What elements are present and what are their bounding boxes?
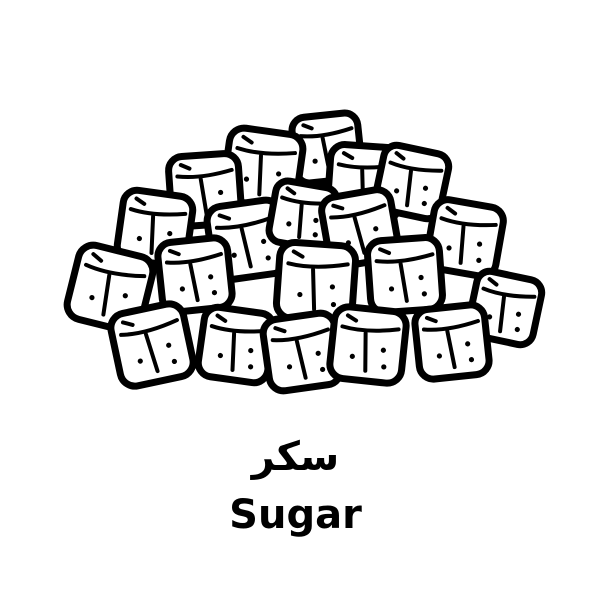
sugar-cube [108,301,196,389]
sugar-cube [414,304,491,381]
english-label: Sugar [229,492,362,538]
sugar-cube [328,305,407,384]
arabic-label: سكر [251,434,340,480]
sugar-cube [367,237,444,314]
